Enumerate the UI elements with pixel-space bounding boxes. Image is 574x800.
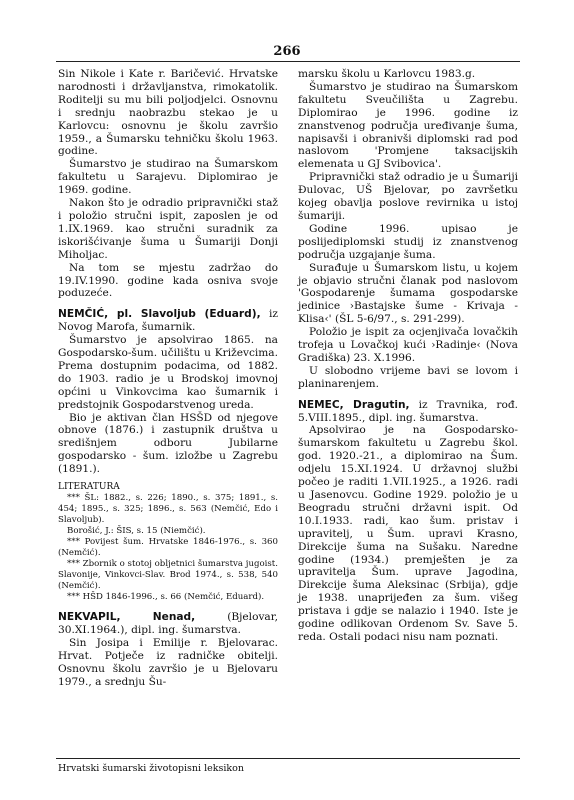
entry-paragraph: Šumarstvo je apsolvirao 1865. na Gospodarsko-šum. učilištu u Križevcima. Prema dostupnim podacima, od 1882. do 1903. radio je u Brodskoj imovnoj općini u Vinkovcima kao šumarnik i predstojnik Gospodarstvenog ureda. [58,334,278,411]
entry-nekvapil [58,611,278,637]
entry-nemcic [58,308,278,334]
entry-paragraph: Sin Josipa i Emilije r. Bjelovarac. Hrvat. Potječe iz radničke obitelji. Osnovnu školu završio je u Bjelovaru 1979., a srednju Šu- [58,636,278,688]
entry-paragraph: Apsolvirao je na Gospodarsko-šumarskom fakultetu u Zagrebu škol. god. 1920.-21., a diplomirao na Šum. odjelu 15.XI.1924. U državnoj službi počeo je raditi 1.VII.1925., a 1926. radi u Jasenovcu. Godine 1929. položio je u Beogradu stručni državni ispit. Od 10.I.1933. radi, kao šum. pristav i upravitelj, u Šum. upravi Krasno, Direkcije šuma na Sušaku. Naredne godine (1934.) premješten je za upravitelja Šum. uprave Jagodina, Direkcije šuma Aleksinac (Srbija), gdje je 1938. unaprijeđen za šum. višeg pristava i gdje se nalazio i 1940. Iste je godine odlikovan Ordenom Sv. Save 5. reda. Ostali podaci nisu nam poznati. [298,424,518,643]
top-rule [56,61,520,62]
entry-paragraph: marsku školu u Karlovcu 1983.g. [298,68,476,80]
entry-paragraph: Pripravnički staž odradio je u Šumariji Đulovac, UŠ Bjelovar, po završetku kojeg obavlja poslove revirnika u istoj šumariji. [298,171,518,222]
entry-paragraph: Nakon što je odradio pripravnički staž i položio stručni ispit, zaposlen je od 1.IX.1969. kao stručni suradnik za iskorišćivanje šuma u Šumariji Donji Miholjac. [58,197,278,261]
entry-intro: iz Travnika, rođ. 5.VIII.1895., dipl. ing. šumarstva. [298,398,518,424]
literature-item: Borošić, J.: ŠIS, s. 15 (Niemčić). [67,526,206,537]
literature-item: *** ŠL: 1882., s. 226; 1890., s. 375; 1891., s. 454; 1895., s. 325; 1896., s. 563 (Nemčić, Edo i Slavoljub). [58,493,278,526]
literature-item: *** HŠD 1846-1996., s. 66 (Nemčić, Eduard). [67,592,265,603]
entry-heading: NEMČIĆ, pl. Slavoljub (Eduard), [58,308,261,321]
entry-paragraph: Sin Nikole i Kate r. Baričević. Hrvatske narodnosti i državljanstva, rimokatolik. Roditelji su mu bili poljodjelci. Osnovnu i srednju naobrazbu stekao je u Karlovcu: osnovnu je školu završio 1959., a Šumarsku tehničku školu 1963. godine. [58,68,278,158]
literature-item: *** Zbornik o stotoj obljetnici šumarstva jugoist. Slavonije, Vinkovci-Slav. Brod 1974., s. 538, 540 (Nemčić). [58,559,278,592]
entry-paragraph: Šumarstvo je studirao na Šumarskom fakultetu Sveučilišta u Zagrebu. Diplomirao je 1996. godine iz znanstvenog područja uređivanje šuma, napisavši i obranivši diplomski rad pod naslovom 'Promjene taksacijskih elemenata u GJ Svibovica'. [298,80,518,171]
entry-paragraph: Položio je ispit za ocjenjivača lovačkih trofeja u Lovačkoj kući ›Radinje‹ (Nova Gradiška) 23. X.1996. [298,326,518,364]
entry-heading: NEMEC, Dragutin, [298,398,410,411]
entry-paragraph: Godine 1996. upisao je poslijediplomski studij iz znanstvenog područja uzgajanje šuma. [298,222,518,261]
literature-item: *** Povijest šum. Hrvatske 1846-1976., s. 360 (Nemčić). [58,537,278,559]
entry-nemec [298,399,518,425]
right-column [298,68,518,644]
entry-intro: iz Novog Marofa, šumarnik. [58,308,278,334]
entry-paragraph: Na tom se mjestu zadržao do 19.IV.1990. godine kada osniva svoje poduzeće. [58,261,278,300]
left-column [58,68,278,689]
footer-title: Hrvatski šumarski životopisni leksikon [58,763,245,774]
page-number: 266 [273,44,301,59]
entry-intro: (Bjelovar, 30.XI.1964.), dipl. ing. šumarstva. [58,611,279,636]
entry-paragraph: U slobodno vrijeme bavi se lovom i planinarenjem. [298,364,518,390]
entry-heading: NEKVAPIL, Nenad, [58,611,196,624]
entry-paragraph: Bio je aktivan član HSŠD od njegove obnove (1876.) i zastupnik društva u središnjem odboru Jubilarne gospodarsko - šum. izložbe u Zagrebu (1891.). [58,411,278,476]
literature-label: LITERATURA [58,482,120,493]
entry-paragraph: Šumarstvo je studirao na Šumarskom fakultetu u Sarajevu. Diplomirao je 1969. godine. [58,158,278,197]
literature-block [58,482,278,603]
bottom-rule [56,758,520,759]
entry-paragraph: Surađuje u Šumarskom listu, u kojem je objavio stručni članak pod naslovom 'Gospodarenje šumama gospodarske jedinice ›Bastajske šume - Krivaja - Klisa‹' (ŠL 5-6/97., s. 291-299). [298,261,518,326]
